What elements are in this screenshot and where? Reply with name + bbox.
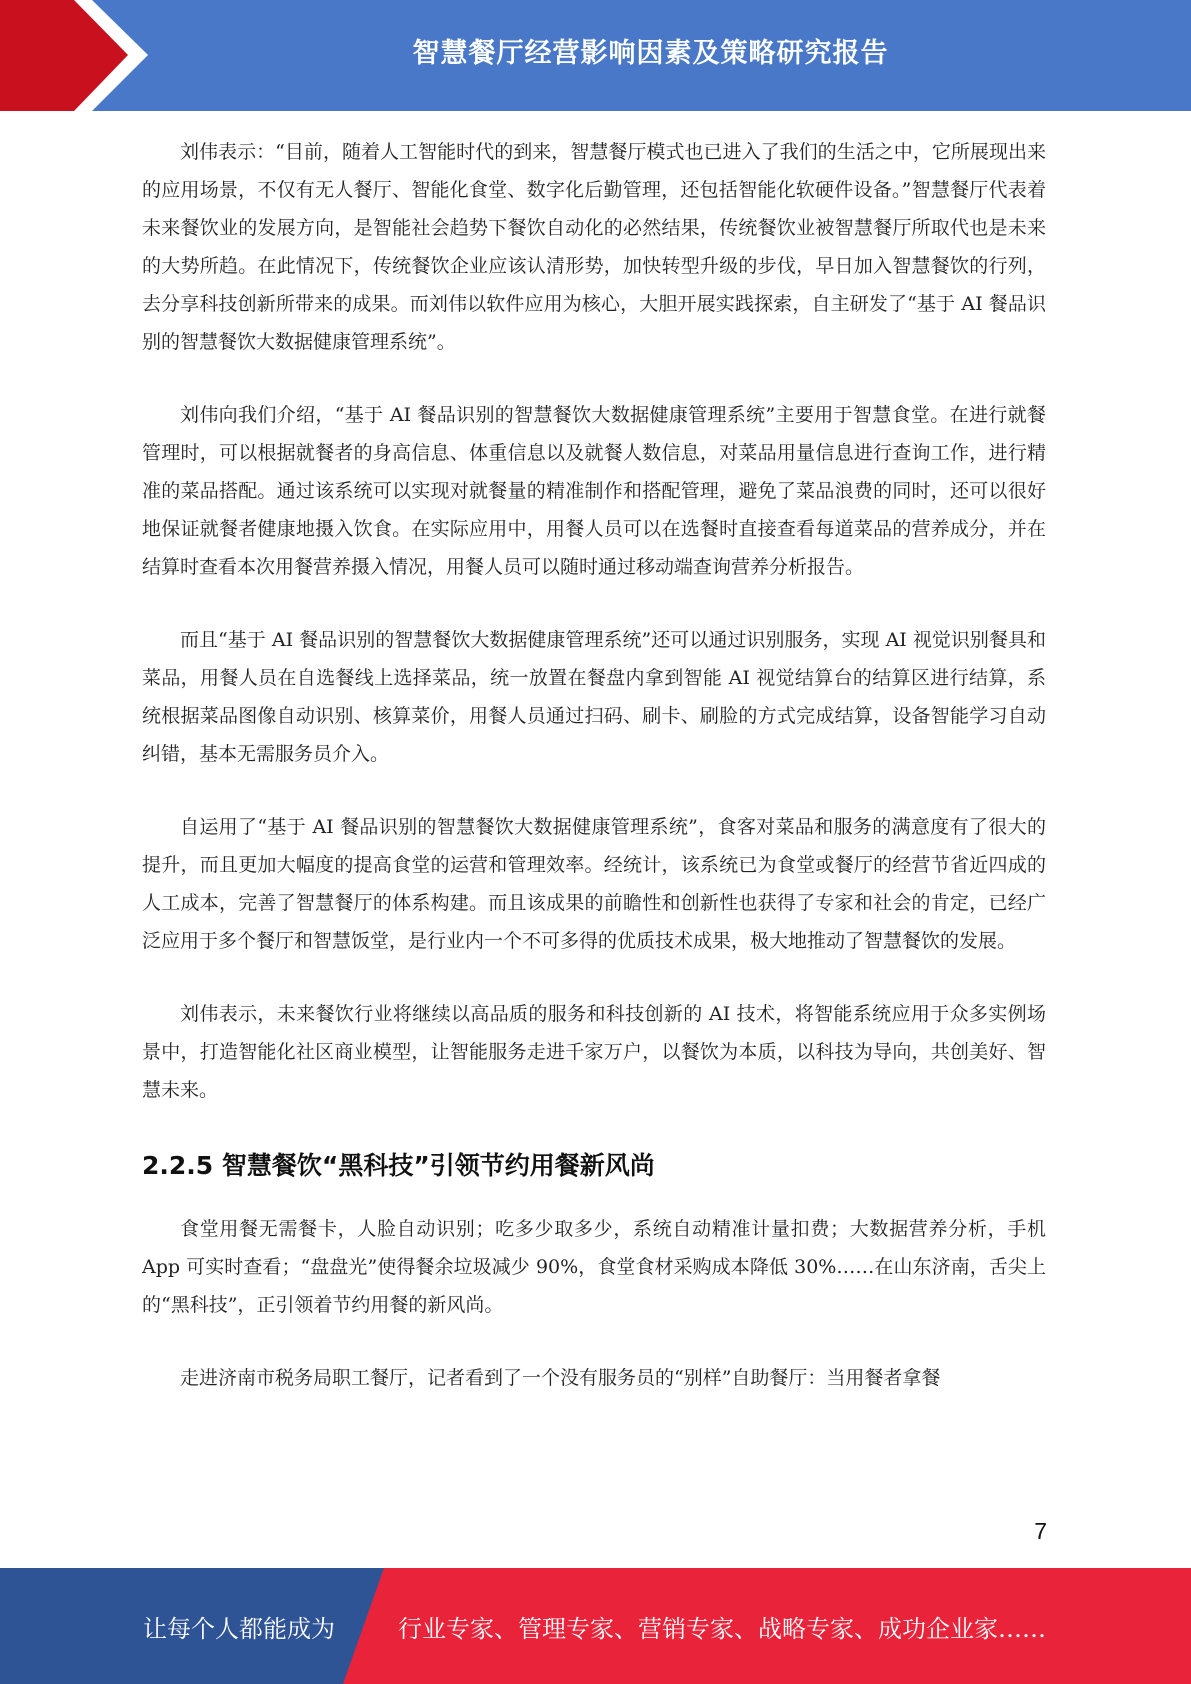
page-footer [0, 1568, 1191, 1684]
section-paragraph-2: 走进济南市税务局职工餐厅，记者看到了一个没有服务员的“别样”自助餐厅：当用餐者拿餐 [180, 1367, 941, 1389]
body-paragraph-3: 而且“基于 AI 餐品识别的智慧餐饮大数据健康管理系统”还可以通过识别服务，实现 AI 视觉识别餐具和菜品，用餐人员在自选餐线上选择菜品，统一放置在餐盘内拿到智能 AI 视觉结算台的结算区进行结算，系统根据菜品图像自动识别、核算菜价，用餐人员通过扫码、刷卡、刷脸的方式完成结算，设备智能学习自动纠错，基本无需服务员介入。 [142, 629, 1046, 765]
main-content [142, 133, 1046, 1432]
section-heading: 2.2.5 智慧餐饮“黑科技”引领节约用餐新风尚 [142, 1151, 655, 1180]
body-paragraph-1: 刘伟表示：“目前，随着人工智能时代的到来，智慧餐厅模式也已进入了我们的生活之中，它所展现出来的应用场景，不仅有无人餐厅、智能化食堂、数字化后勤管理，还包括智能化软硬件设备。”智慧餐厅代表着未来餐饮业的发展方向，是智能社会趋势下餐饮自动化的必然结果，传统餐饮业被智慧餐厅所取代也是未来的大势所趋。在此情况下，传统餐饮企业应该认清形势，加快转型升级的步伐，早日加入智慧餐饮的行列，去分享科技创新所带来的成果。而刘伟以软件应用为核心，大胆开展实践探索，自主研发了“基于 AI 餐品识别的智慧餐饮大数据健康管理系统”。 [142, 141, 1046, 353]
page-number: 7 [1034, 1518, 1047, 1544]
section-paragraph-1: 食堂用餐无需餐卡，人脸自动识别；吃多少取多少，系统自动精准计量扣费；大数据营养分析，手机 App 可实时查看；“盘盘光”使得餐余垃圾减少 90%，食堂食材采购成本降低 30%……在山东济南，舌尖上的“黑科技”，正引领着节约用餐的新风尚。 [142, 1218, 1046, 1316]
footer-slogan-right: 行业专家、管理专家、营销专家、战略专家、成功企业家…… [398, 1614, 1046, 1643]
page-header [0, 0, 1191, 111]
footer-slogan-left: 让每个人都能成为 [143, 1614, 335, 1643]
header-arrow-decoration [0, 0, 160, 111]
header-title: 智慧餐厅经营影响因素及策略研究报告 [412, 37, 889, 69]
body-paragraph-2: 刘伟向我们介绍，“基于 AI 餐品识别的智慧餐饮大数据健康管理系统”主要用于智慧食堂。在进行就餐管理时，可以根据就餐者的身高信息、体重信息以及就餐人数信息，对菜品用量信息进行查询工作，进行精准的菜品搭配。通过该系统可以实现对就餐量的精准制作和搭配管理，避免了菜品浪费的同时，还可以很好地保证就餐者健康地摄入饮食。在实际应用中，用餐人员可以在选餐时直接查看每道菜品的营养成分，并在结算时查看本次用餐营养摄入情况，用餐人员可以随时通过移动端查询营养分析报告。 [142, 404, 1046, 578]
body-paragraph-5: 刘伟表示，未来餐饮行业将继续以高品质的服务和科技创新的 AI 技术，将智能系统应用于众多实例场景中，打造智能化社区商业模型，让智能服务走进千家万户，以餐饮为本质，以科技为导向，共创美好、智慧未来。 [142, 1003, 1046, 1101]
body-paragraph-4: 自运用了“基于 AI 餐品识别的智慧餐饮大数据健康管理系统”，食客对菜品和服务的满意度有了很大的提升，而且更加大幅度的提高食堂的运营和管理效率。经统计，该系统已为食堂或餐厅的经营节省近四成的人工成本，完善了智慧餐厅的体系构建。而且该成果的前瞻性和创新性也获得了专家和社会的肯定，已经广泛应用于多个餐厅和智慧饭堂，是行业内一个不可多得的优质技术成果，极大地推动了智慧餐饮的发展。 [142, 816, 1046, 952]
